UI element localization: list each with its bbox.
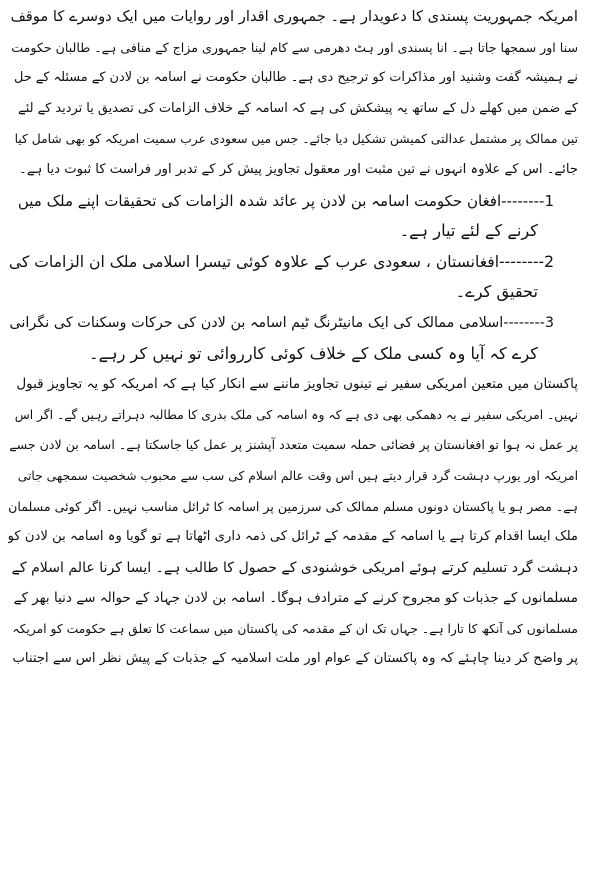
document-body: [8, 2, 578, 675]
text-line: تین ممالک پر مشتمل عدالتی کمیشن تشکیل دیا جائے۔ جس میں سعودی عرب سمیت امریکہ کو بھی شامل کیا: [14, 132, 578, 147]
text-line: مسلمانوں کی آنکھ کا تارا ہے۔ جہاں تک ان کے مقدمہ کی پاکستان میں سماعت کا تعلق ہے حکومت کو امریکہ: [12, 621, 578, 636]
text-line: دہشت گرد تسلیم کرتے ہوئے امریکی خوشنودی کے حصول کا طالب ہے۔ ایسا کرنا عالم اسلام کے: [11, 559, 578, 576]
text-line: پر عمل نہ ہوا تو افغانستان پر فضائی حملہ سمیت متعدد آپشنز پر عمل کیا جاسکتا ہے۔ اسامہ بن لادن جسے: [9, 437, 578, 453]
text-line: ملک ایسا اقدام کرتا ہے یا اسامہ کے مقدمہ کے ٹرائل کی ذمہ داری اٹھاتا ہے تو گویا وہ اسامہ بن لادن کو: [8, 529, 578, 545]
text-line: کے ضمن میں کھلے دل کے ساتھ یہ پیشکش کی ہے کہ اسامہ کے خلاف الزامات کی تصدیق یا تردید کے لئے: [18, 100, 578, 116]
proposal-item-3-continuation: کرے کہ آیا وہ کسی ملک کے خلاف کوئی کارروائی تو نہیں کر رہے۔: [89, 343, 538, 363]
text-line: پر واضح کر دینا چاہئے کہ وہ پاکستان کے عوام اور ملت اسلامیہ کے جذبات کے پیش نظر اس سے اجتناب: [12, 651, 578, 667]
proposal-item-2-continuation: تحقیق کرے۔: [455, 282, 538, 302]
text-line: نے ہمیشہ گفت وشنید اور مذاکرات کو ترجیح دی ہے۔ طالبان حکومت نے اسامہ بن لادن کے مسئلہ کے حل: [13, 70, 578, 86]
text-line: جائے۔ اس کے علاوہ انہوں نے تین مثبت اور معقول تجاویز پیش کر کے تدبر اور فراست کا ثبوت دیا ہے۔: [19, 161, 578, 177]
proposal-item-1: 1--------افغان حکومت اسامہ بن لادن پر عائد شدہ الزامات کی تحقیقات اپنے ملک میں: [17, 191, 554, 210]
text-line: امریکہ اور یورپ دہشت گرد قرار دیتے ہیں اس وقت عالم اسلام کی سب سے محبوب شخصیت سمجھی جاتی: [17, 468, 578, 483]
text-line: امریکہ جمہوریت پسندی کا دعویدار ہے۔ جمہوری اقدار اور روایات میں ایک دوسرے کا موقف: [10, 8, 578, 25]
text-line: نہیں۔ امریکی سفیر نے یہ دھمکی بھی دی ہے کہ وہ اسامہ کی ملک بدری کا مطالبہ دہراتے رہیں گے۔ اگر اس: [14, 407, 578, 422]
text-line: پاکستان میں متعین امریکی سفیر نے تینوں تجاویز ماننے سے انکار کیا ہے کہ امریکہ کو یہ تجاویز قبول: [16, 376, 578, 393]
text-line: مسلمانوں کے جذبات کو مجروح کرنے کے مترادف ہوگا۔ اسامہ بن لادن جہاد کے حوالہ سے دنیا بھر کے: [13, 590, 578, 607]
proposal-item-1-continuation: کرنے کے لئے تیار ہے۔: [399, 221, 538, 241]
proposal-item-2: 2--------افغانستان ، سعودی عرب کے علاوہ کوئی تیسرا اسلامی ملک ان الزامات کی: [8, 252, 554, 271]
proposal-item-3: 3--------اسلامی ممالک کی ایک مانیٹرنگ ٹیم اسامہ بن لادن کی حرکات وسکنات کی نگرانی: [9, 314, 554, 331]
text-line: سنا اور سمجھا جاتا ہے۔ انا پسندی اور ہٹ دھرمی سے کام لینا جمہوری مزاج کے منافی ہے۔ طالبان حکومت: [11, 39, 578, 55]
text-line: ہے۔ مصر ہو یا پاکستان دونوں مسلم ممالک کی سرزمین پر اسامہ کا ٹرائل مناسب نہیں۔ اگر کوئی مسلمان: [8, 498, 578, 514]
